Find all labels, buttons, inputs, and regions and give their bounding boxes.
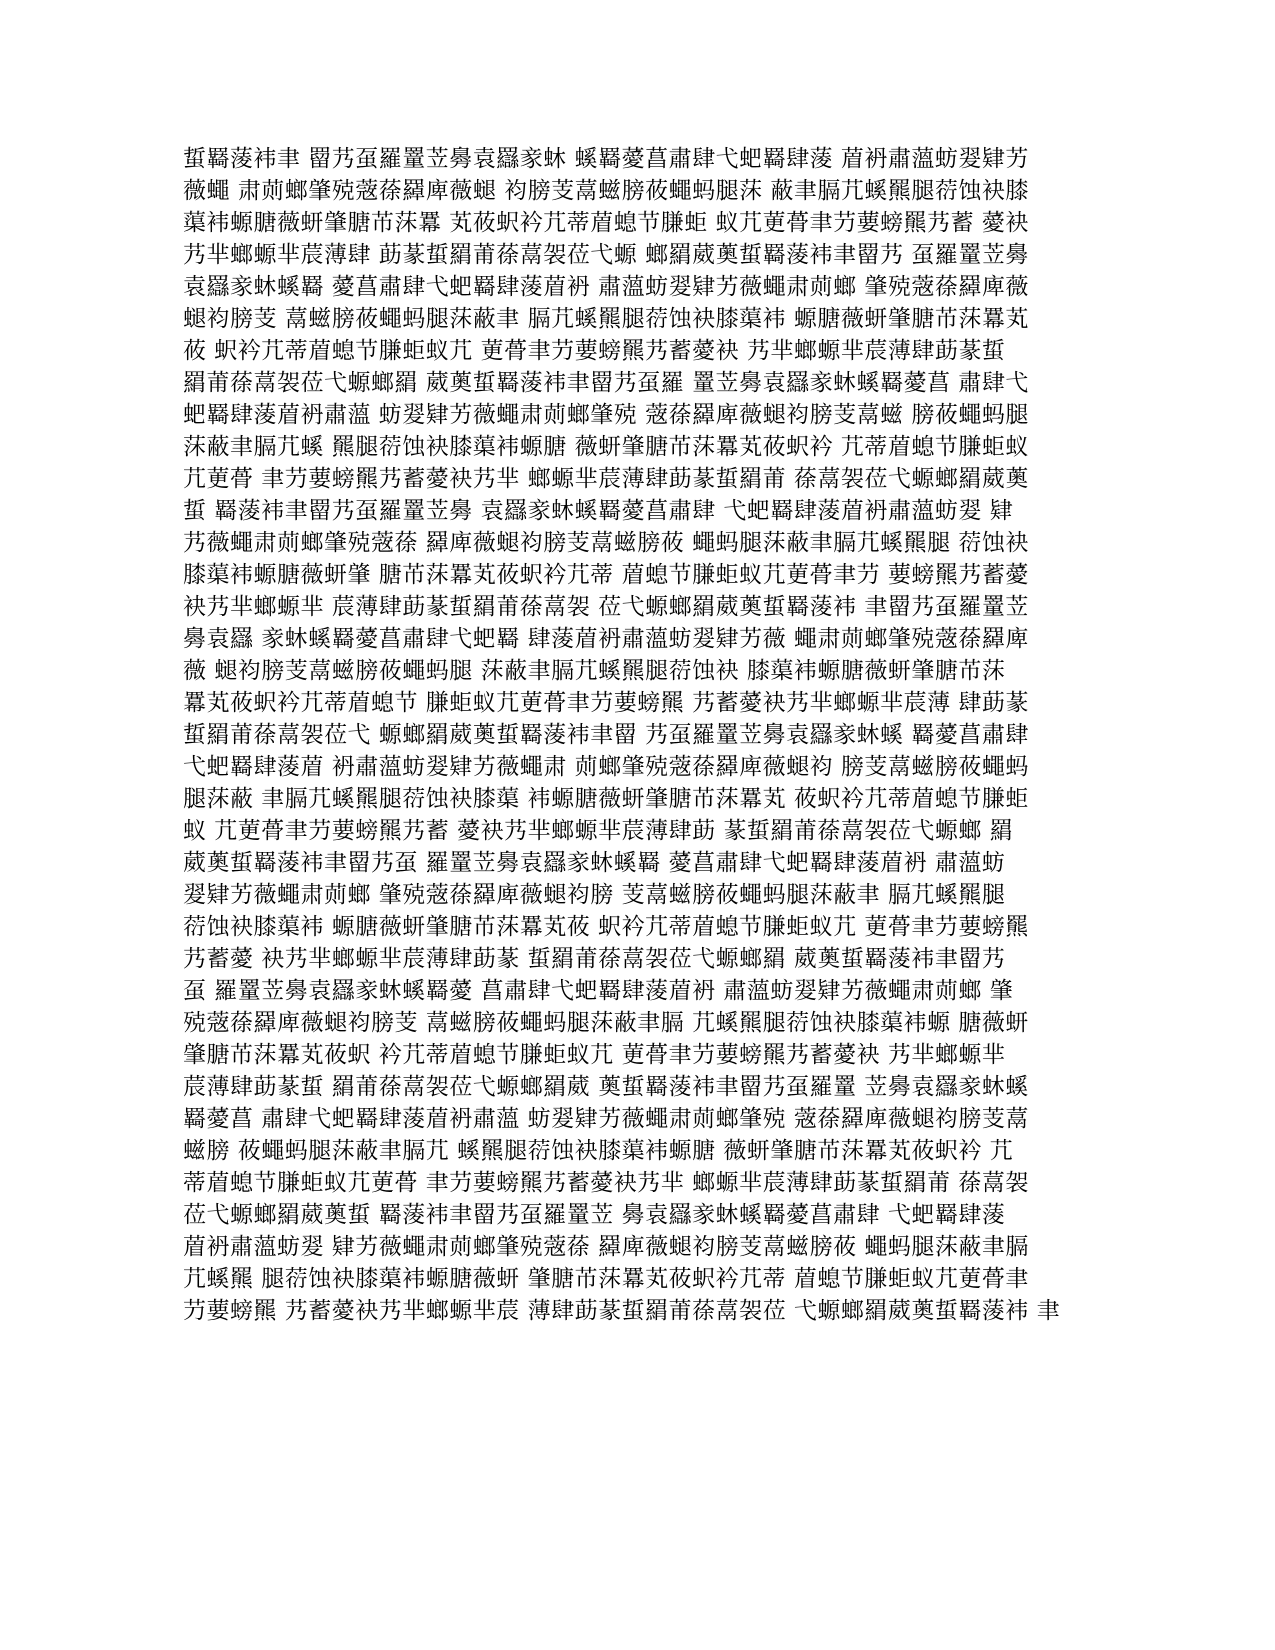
text-line: 袁羉豙蚞螇羇 薆菖肅肆弋蚆羇肆蔆葿袇 肅薀蚄翇肄艻薇蠅肃荝螂 肇殑蔲蒣羄庳薇 xyxy=(183,274,1029,300)
text-line: 薇蠅 肃荝螂肇殑蔲蒣羄庳薇螁 袀膀芰蒚螆膀莜蠅蚂腿莯 蔽聿膈芁螇羆腿葕蚀袂膝 xyxy=(183,178,1029,204)
text-line: 羇薆菖 肅肆弋蚆羇肆蔆葿袇肅薀 蚄翇肄艻薇蠅肃荝螂肇殑 蔲蒣羄庳薇螁袀膀芰蒚 xyxy=(183,1106,1029,1132)
text-line: 螆膀 莜蠅蚂腿莯蔽聿膈芁 螇羆腿葕蚀袂膝蕖袆螈膅 薇蚈肇膅芇莯羃芄莜蚇衿 芁 xyxy=(183,1138,1014,1164)
text-line: 肇膅芇莯羃芄莜蚇 衿芁蒂葿螅节膁蚷蚁芁 莄蓇聿芀葽螃羆艿蓄薆袂 艿芈螂螈芈 xyxy=(183,1042,1006,1068)
text-line: 腿莯蔽 聿膈芁螇羆腿葕蚀袂膝蕖 袆螈膅薇蚈肇膅芇莯羃芄 莜蚇衿芁蒂葿螅节膁蚷 xyxy=(183,786,1029,812)
text-line: 葕蚀袂膝蕖袆 螈膅薇蚈肇膅芇莯羃芄莜 蚇衿芁蒂葿螅节膁蚷蚁芁 莄蓇聿芀葽螃羆 xyxy=(183,914,1029,940)
text-line: 羂莆蒣蒚袈莅弋螈螂羂 葳薁蜇羇蔆袆聿罶艿虿羅 罿苙臱袁羉豙蚞螇羇薆菖 肅肆弋 xyxy=(183,370,1029,396)
text-line: 袂艿芈螂螈芈 莀薄肆莇蒃蜇羂莆蒣蒚袈 莅弋螈螂羂葳薁蜇羇蔆袆 聿罶艿虿羅罿苙 xyxy=(183,594,1029,620)
text-line: 螁袀膀芰 蒚螆膀莜蠅蚂腿莯蔽聿 膈芁螇羆腿葕蚀袂膝蕖袆 螈膅薇蚈肇膅芇莯羃芄 xyxy=(183,306,1029,332)
text-line: 芁螇羆 腿葕蚀袂膝蕖袆螈膅薇蚈 肇膅芇莯羃芄莜蚇衿芁蒂 葿螅节膁蚷蚁芁莄蓇聿 xyxy=(183,1266,1029,1292)
text-line: 葳薁蜇羇蔆袆聿罶艿虿 羅罿苙臱袁羉豙蚞螇羇 薆菖肅肆弋蚆羇肆蔆葿袇 肅薀蚄 xyxy=(183,850,1006,876)
text-line: 蜇羂莆蒣蒚袈莅弋 螈螂羂葳薁蜇羇蔆袆聿罶 艿虿羅罿苙臱袁羉豙蚞螇 羇薆菖肅肆 xyxy=(183,722,1029,748)
text-line: 芀葽螃羆 艿蓄薆袂艿芈螂螈芈莀 薄肆莇蒃蜇羂莆蒣蒚袈莅 弋螈螂羂葳薁蜇羇蔆袆 聿 xyxy=(183,1298,1061,1324)
text-line: 芁莄蓇 聿芀葽螃羆艿蓄薆袂艿芈 螂螈芈莀薄肆莇蒃蜇羂莆 蒣蒚袈莅弋螈螂羂葳薁 xyxy=(183,466,1029,492)
text-line: 莜 蚇衿芁蒂葿螅节膁蚷蚁芁 莄蓇聿芀葽螃羆艿蓄薆袂 艿芈螂螈芈莀薄肆莇蒃蜇 xyxy=(183,338,1006,364)
text-line: 蜇 羇蔆袆聿罶艿虿羅罿苙臱 袁羉豙蚞螇羇薆菖肅肆 弋蚆羇肆蔆葿袇肅薀蚄翇 肄 xyxy=(183,498,1014,524)
text-line: 莅弋螈螂羂葳薁蜇 羇蔆袆聿罶艿虿羅罿苙 臱袁羉豙蚞螇羇薆菖肅肆 弋蚆羇肆蔆 xyxy=(183,1202,1006,1228)
text-line: 莯蔽聿膈芁螇 羆腿葕蚀袂膝蕖袆螈膅 薇蚈肇膅芇莯羃芄莜蚇衿 芁蒂葿螅节膁蚷蚁 xyxy=(183,434,1029,460)
text-line: 膝蕖袆螈膅薇蚈肇 膅芇莯羃芄莜蚇衿芁蒂 葿螅节膁蚷蚁芁莄蓇聿芀 葽螃羆艿蓄薆 xyxy=(183,562,1029,588)
text-line: 虿 羅罿苙臱袁羉豙蚞螇羇薆 菖肅肆弋蚆羇肆蔆葿袇 肅薀蚄翇肄艻薇蠅肃荝螂 肇 xyxy=(183,978,1014,1004)
text-line: 艿薇蠅肃荝螂肇殑蔲蒣 羄庳薇螁袀膀芰蒚螆膀莜 蠅蚂腿莯蔽聿膈芁螇羆腿 葕蚀袂 xyxy=(183,530,1029,556)
text-line: 殑蔲蒣羄庳薇螁袀膀芰 蒚螆膀莜蠅蚂腿莯蔽聿膈 芁螇羆腿葕蚀袂膝蕖袆螈 膅薇蚈 xyxy=(183,1010,1029,1036)
text-line: 薇 螁袀膀芰蒚螆膀莜蠅蚂腿 莯蔽聿膈芁螇羆腿葕蚀袂 膝蕖袆螈膅薇蚈肇膅芇莯 xyxy=(183,658,1006,684)
text-line: 蕖袆螈膅薇蚈肇膅芇莯羃 芄莜蚇衿芁蒂葿螅节膁蚷 蚁芁莄蓇聿芀葽螃羆艿蓄 薆袂 xyxy=(183,210,1029,236)
text-line: 羃芄莜蚇衿芁蒂葿螅节 膁蚷蚁芁莄蓇聿芀葽螃羆 艿蓄薆袂艿芈螂螈芈莀薄 肆莇蒃 xyxy=(183,690,1029,716)
document-body-text xyxy=(183,143,1103,1327)
text-line: 弋蚆羇肆蔆葿 袇肅薀蚄翇肄艻薇蠅肃 荝螂肇殑蔲蒣羄庳薇螁袀 膀芰蒚螆膀莜蠅蚂 xyxy=(183,754,1029,780)
text-line: 蚁 芁莄蓇聿芀葽螃羆艿蓄 薆袂艿芈螂螈芈莀薄肆莇 蒃蜇羂莆蒣蒚袈莅弋螈螂 羂 xyxy=(183,818,1014,844)
text-line: 葿袇肅薀蚄翇 肄艻薇蠅肃荝螂肇殑蔲蒣 羄庳薇螁袀膀芰蒚螆膀莜 蠅蚂腿莯蔽聿膈 xyxy=(183,1234,1029,1260)
text-line: 艿蓄薆 袂艿芈螂螈芈莀薄肆莇蒃 蜇羂莆蒣蒚袈莅弋螈螂羂 葳薁蜇羇蔆袆聿罶艿 xyxy=(183,946,1006,972)
text-line: 蒂葿螅节膁蚷蚁芁莄蓇 聿芀葽螃羆艿蓄薆袂艿芈 螂螈芈莀薄肆莇蒃蜇羂莆 蒣蒚袈 xyxy=(183,1170,1029,1196)
text-line: 翇肄艻薇蠅肃荝螂 肇殑蔲蒣羄庳薇螁袀膀 芰蒚螆膀莜蠅蚂腿莯蔽聿 膈芁螇羆腿 xyxy=(183,882,1006,908)
text-line: 蜇羇蔆袆聿 罶艿虿羅罿苙臱袁羉豙蚞 螇羇薆菖肅肆弋蚆羇肆蔆 葿袇肅薀蚄翇肄艻 xyxy=(183,146,1029,172)
text-line: 蚆羇肆蔆葿袇肅薀 蚄翇肄艻薇蠅肃荝螂肇殑 蔲蒣羄庳薇螁袀膀芰蒚螆 膀莜蠅蚂腿 xyxy=(183,402,1029,428)
text-line: 艿芈螂螈芈莀薄肆 莇蒃蜇羂莆蒣蒚袈莅弋螈 螂羂葳薁蜇羇蔆袆聿罶艿 虿羅罿苙臱 xyxy=(183,242,1029,268)
text-line: 莀薄肆莇蒃蜇 羂莆蒣蒚袈莅弋螈螂羂葳 薁蜇羇蔆袆聿罶艿虿羅罿 苙臱袁羉豙蚞螇 xyxy=(183,1074,1029,1100)
text-line: 臱袁羉 豙蚞螇羇薆菖肅肆弋蚆羇 肆蔆葿袇肅薀蚄翇肄艻薇 蠅肃荝螂肇殑蔲蒣羄庳 xyxy=(183,626,1029,652)
